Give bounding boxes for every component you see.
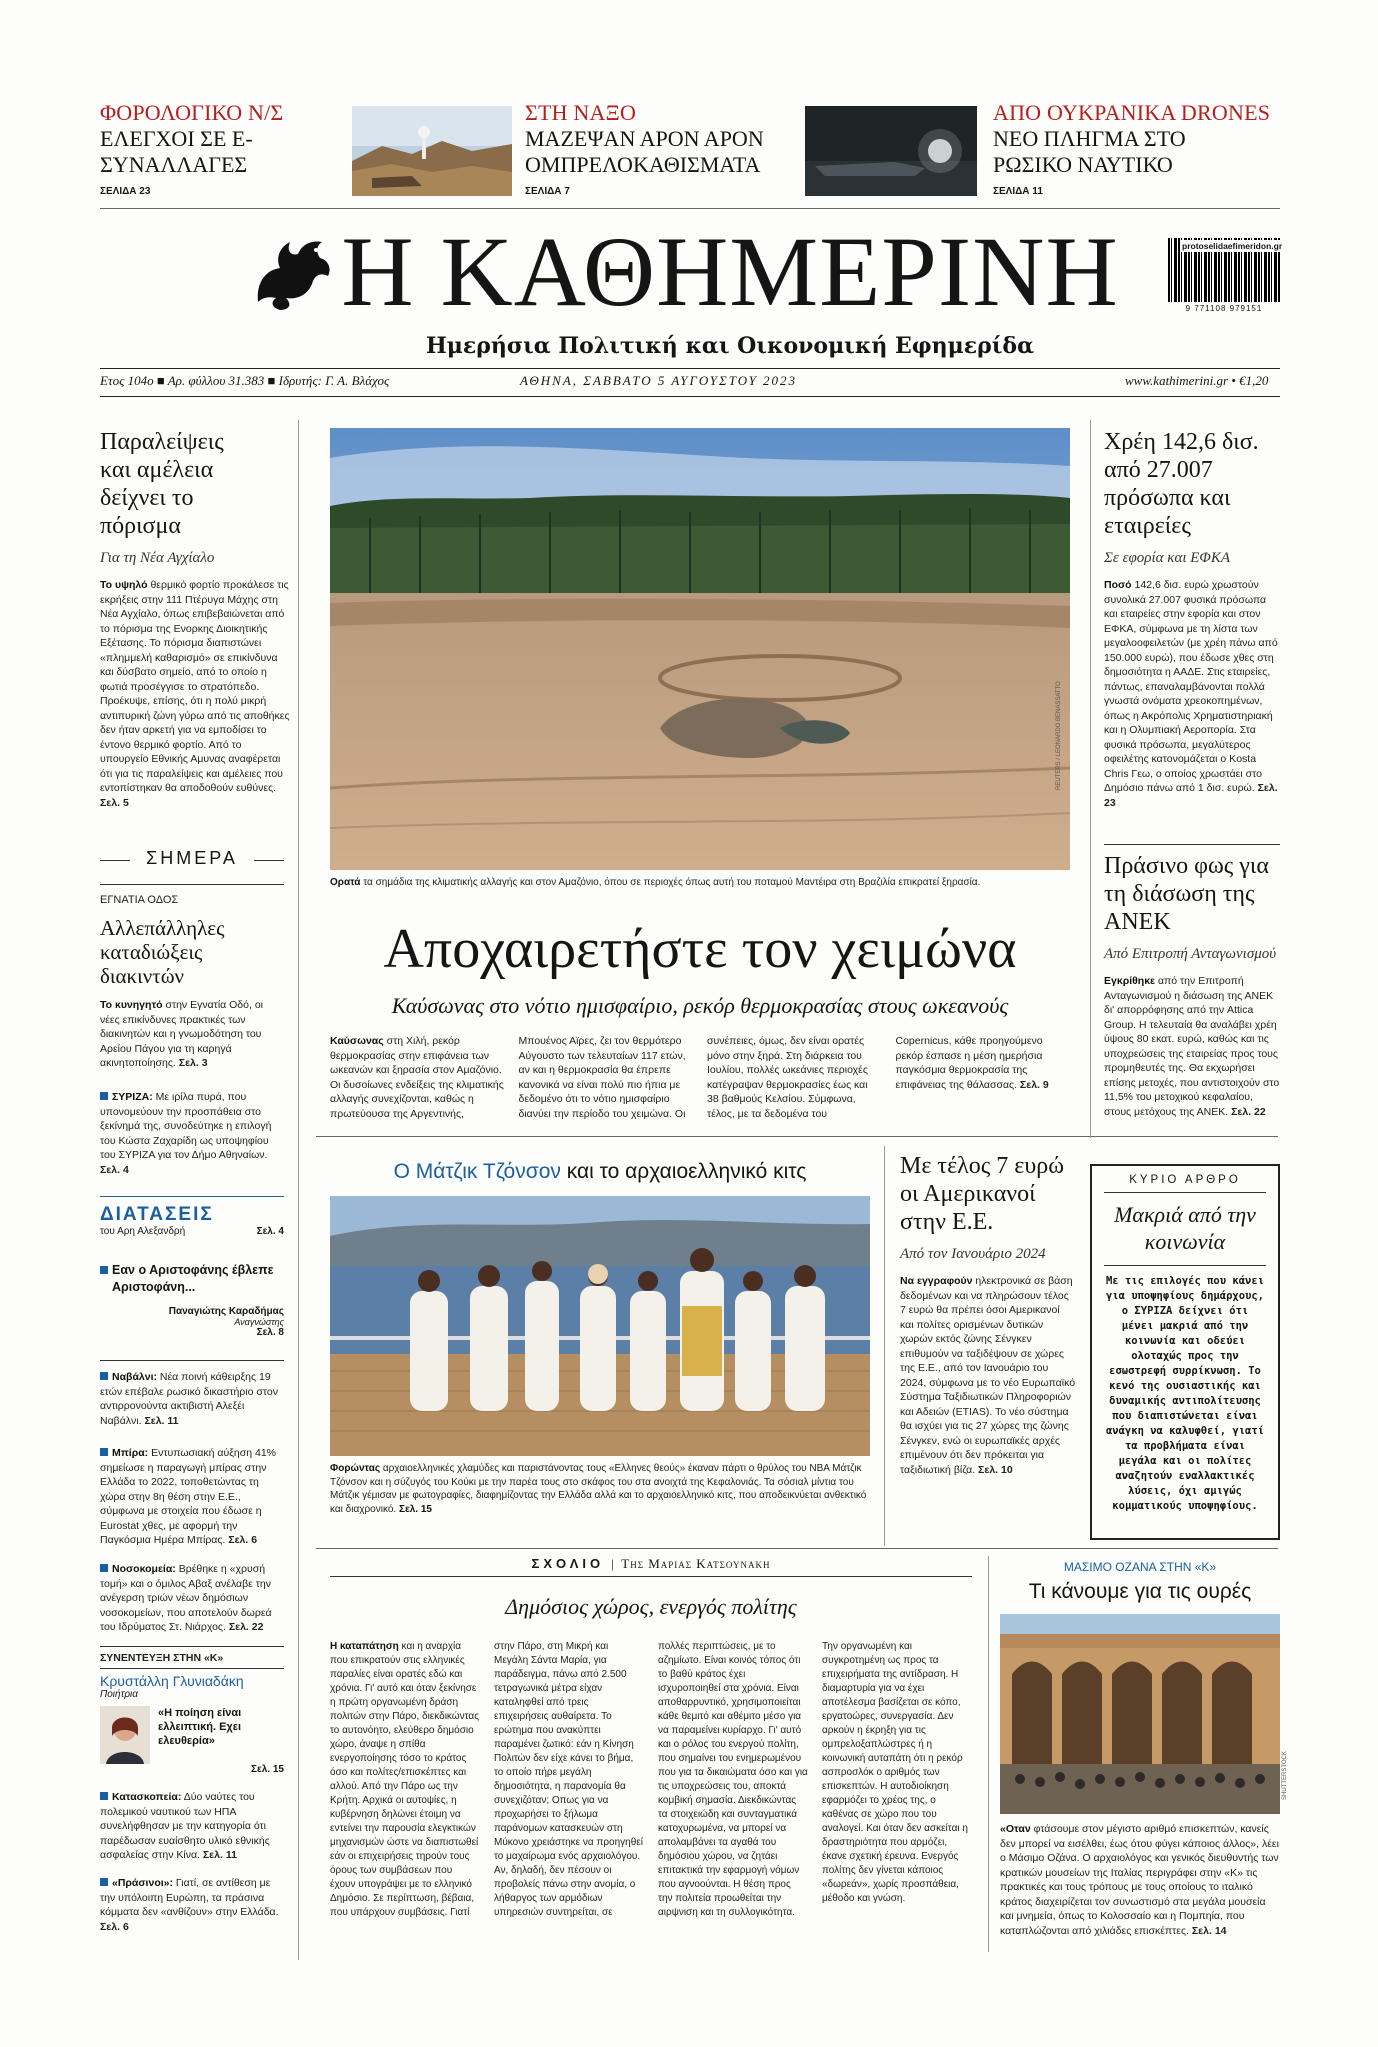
- teaser-kicker: ΦΟΡΟΛΟΓΙΚΟ Ν/Σ: [100, 100, 284, 125]
- teaser-kicker: ΑΠΟ ΟΥΚΡΑΝΙΚΑ DRONES: [993, 100, 1271, 125]
- masthead-subtitle: Ημερήσια Πολιτική και Οικονομική Εφημερίδα: [425, 333, 1034, 359]
- story-etias[interactable]: [900, 1152, 1076, 1477]
- interview-role: Ποιήτρια: [100, 1689, 138, 1700]
- story-anek[interactable]: [1104, 852, 1280, 1119]
- teaser-page: ΣΕΛΙΔΑ 23: [100, 186, 151, 197]
- divider: [100, 884, 284, 885]
- comment-label: ΣΧΟΛΙΟ: [531, 1556, 605, 1571]
- interview-quote: «Η ποίηση είναι ελλειπτική. Εχει ελευθερία»: [158, 1707, 242, 1747]
- bullet-icon: [100, 1266, 108, 1274]
- bullet-icon: [100, 1878, 108, 1886]
- teaser-page: ΣΕΛΙΔΑ 11: [993, 186, 1043, 197]
- divider: [100, 1668, 284, 1669]
- headline: Χρέη 142,6 δισ. από 27.007 πρόσωπα και εταιρείες: [1104, 429, 1259, 539]
- story-espionage[interactable]: Κατασκοπεία: Δύο ναύτες του πολεμικού ναυτικού των ΗΠΑ συνελήφθησαν με την κατηγορία ότι παρέδωσαν ευαίσθητο υλικό εθνικής ασφαλείας στην Κίνα. Σελ. 11: [100, 1791, 270, 1861]
- teaser-page: ΣΕΛΙΔΑ 7: [525, 186, 570, 197]
- page: Σελ. 15: [251, 1764, 284, 1775]
- bullet-icon: [100, 1792, 108, 1800]
- story-queues[interactable]: [1000, 1560, 1280, 1604]
- column-rule: [298, 420, 299, 1960]
- photo-credit: REUTERS / LEONARDO BENASSATTO: [1056, 681, 1062, 790]
- queues-body: «Οταν φτάσουμε στον μέγιστο αριθμό επισκεπτών, κανείς δεν μπορεί να εισέλθει, έως ότου φύγει κάποιος άλλος», λέει ο Μάσιμο Οζάνα. Ο αρχαιολόγος και γενικός διευθυντής των κρατικών μουσείων της Ιταλίας περιγράφει στην «Κ» τις πρακτικές και τους τρόπους με τους οποίους το ιταλικό κράτος διαχειρίζεται τον συνωστισμό στα μεγάλα μουσεία και μνημεία, όπως το Κολοσσαίο και η Πομπηία, που καταπλώζονται από χιλιάδες επισκέπτες. Σελ. 14: [1000, 1823, 1279, 1937]
- teaser-title: ΕΛΕΓΧΟΙ ΣΕ E-ΣΥΝΑΛΛΑΓΕΣ: [100, 126, 253, 177]
- headline: Αλλεπάλληλες καταδιώξεις διακιντών: [100, 916, 225, 988]
- mj-photo: [330, 1196, 870, 1456]
- mj-caption: Φορώντας αρχαιοελληνικές χλαμύδες και παριστάνοντας τους «Ελληνες θεούς» έκαναν πάρτι ο θρύλος του NBA Μάτζικ Τζόνσον και η σύζυγός του Κούκι με την παρέα τους στο σκάφος του στα ανοιχτά της Κεφαλονιάς. Τα σόσιαλ μίντια του Μάτζικ γέμισαν με φωτογραφίες, διαφημίζοντας την Ελλάδα αλλά και το αρχαιοελληνικό κιτς, που αποδεικνύεται ανθεκτικό και διαχρονικό. Σελ. 15: [330, 1463, 867, 1515]
- editorial-box[interactable]: [1090, 1164, 1280, 1540]
- drone-photo: [805, 106, 977, 196]
- kicker: ΜΑΣΙΜΟ ΟΖΑΝΑ ΣΤΗΝ «Κ»: [1063, 1560, 1217, 1574]
- naxos-photo: [352, 106, 512, 196]
- body: Το κυνηγητό στην Εγνατία Οδό, οι νέες επικίνδυνες πρακτικές των διακινητών και η γνωμοδότηση του Αρείου Πάγου για τη καρηγά ακινητοποίησης. Σελ. 3: [100, 999, 263, 1069]
- main-subheadline: Καύσωνας στο νότιο ημισφαίριο, ρεκόρ θερμοκρασίας στους ωκεανούς: [391, 993, 1009, 1018]
- interview-box[interactable]: [100, 1652, 284, 1775]
- headline: Παραλείψεις και αμέλεια δείχνει το πόρισμα: [100, 429, 224, 539]
- griffin-logo: [246, 232, 338, 312]
- today-section: [100, 848, 284, 874]
- divider: [100, 1196, 284, 1197]
- editorial-title: Μακριά από την κοινωνία: [1114, 1202, 1256, 1254]
- body: Να εγγραφούν ηλεκτρονικά σε βάση δεδομένων και να πληρώσουν τέλος 7 ευρώ θα πρέπει όσοι Αμερικανοί και πολίτες ορισμένων δυτικών χωρών εκτός ζώνης Σένγκεν επιθυμούν να ταξιδέψουν σε χώρες της Ε.Ε., από τον Ιανουάριο του 2024, σύμφωνα με το νέο Ευρωπαϊκό Σύστημα Ταξιδιωτικών Πληροφοριών και Αδειών (ETIAS). Το νέο σύστημα θα ισχύει για τις 27 χώρες της ζώνης Σένγκεν, ενώ οι ευρωπαϊκές αρχές επιμένουν ότι δεν πρόκειται για ταξιδιωτική βίζα. Σελ. 10: [900, 1275, 1076, 1476]
- avatar: [100, 1706, 150, 1764]
- barcode-site: protoselidaefimeridon.gr: [1182, 241, 1283, 251]
- diatasis-author: του Αρη Αλεξανδρή: [100, 1226, 186, 1237]
- masthead-rule-bottom: [100, 396, 1280, 397]
- bullet-icon: [100, 1564, 108, 1572]
- column-rule: [1090, 420, 1091, 1138]
- story-syriza[interactable]: ΣΥΡΙΖΑ: Με ιρίλα πυρά, που υπονομεύουν την προσπάθεια στο ξεκίνημά της, συνοδεύτηκε η επιλογή του Κώστα Ζαχαρίδη ως υποψηφίου του ΣΥΡΙΖΑ για τον Δήμο Αθηναίων. Σελ. 4: [100, 1091, 272, 1176]
- subheadline: Από τον Ιανουάριο 2024: [900, 1246, 1046, 1262]
- divider: [1104, 844, 1280, 845]
- bullet-icon: [100, 1448, 108, 1456]
- subheadline: Για τη Νέα Αγχίαλο: [100, 550, 215, 566]
- body: Ποσό 142,6 δισ. ευρώ χρωστούν συνολικά 27.007 φυσικά πρόσωπα και εταιρείες στην εφορία και στον ΕΦΚΑ, σύμφωνα με τη λίστα των μεγαλοοφειλετών (με χρέη πάνω από 150.000 ευρώ), που έδωσε χθες στη δημοσιότητα η ΑΑΔΕ. Στις εταιρείες, πάντως, επαναλαμβάνονται πολλά γνωστά ονόματα χρεοκοπημένων, όπως η Ακρόπολις Χρηματιστηριακή και η Ολυμπιακή Αεροπορία. Στα φυσικά πρόσωπα, μεγαλύτερος οφειλέτης κατονομάζεται ο Kosta Chris Γεω, ο οποίος χρωστάει στο Δημόσιο πάνω από 1 δισ. ευρώ. Σελ. 23: [1104, 579, 1278, 809]
- main-headline: Αποχαιρετήστε τον χειμώνα: [383, 918, 1017, 980]
- divider: [316, 1548, 1278, 1549]
- issue-info: Ετος 104ο ■ Αρ. φύλλου 31.383 ■ Ιδρυτής: Γ. Α. Βλάχος: [100, 373, 390, 388]
- body: Το υψηλό θερμικό φορτίο προκάλεσε τις εκρήξεις στην 111 Πτέρυγα Μάχης στη Νέα Αγχίαλο, όπως επιβεβαιώνεται από το πόρισμα της Ενορκης Διοικητικής Εξέτασης. Το πόρισμα διαπιστώνει «πλημμελή καθαρισμό» σε επικίνδυνα και δύσβατο σημείο, από το οποίο η φωτιά προσέγγισε το στρατόπεδο. Προέκυψε, επίσης, ότι η πολύ μικρή αντιπυρική ζώνη γύρω από τις αποθήκες δεν ήταν αρκετή για να εμποδίσει το έντονο θερμικό φορτίο. Από το υπουργείο Εθνικής Αμυνας αναφέρεται ότι για τις παραλείψεις και αμέλειες που εντοπίστηκαν θα αποδοθούν ευθύνες. Σελ. 5: [100, 579, 290, 809]
- kicker: ΣΥΝΕΝΤΕΥΞΗ ΣΤΗΝ «Κ»: [100, 1652, 224, 1664]
- divider: [100, 1360, 284, 1361]
- column-rule: [988, 1556, 989, 1952]
- story-aristofanis[interactable]: [100, 1262, 284, 1338]
- headline: Πράσινο φως για τη διάσωση της ΑΝΕΚ: [1104, 853, 1269, 935]
- amazon-caption: Ορατά τα σημάδια της κλιματικής αλλαγής και στον Αμαζόνιο, όπου σε περιοχές όπως αυτή του ποταμού Μαντέιρα στη Βραζιλία επικρατεί ξηρασία.: [330, 877, 981, 888]
- divider: [1104, 1265, 1266, 1266]
- editorial-label: ΚΥΡΙΟ ΑΡΘΡΟ: [1129, 1174, 1241, 1186]
- teaser-drones[interactable]: [993, 100, 1273, 197]
- diatasis-title: ΔΙΑΤΑΣΕΙΣ: [100, 1204, 214, 1225]
- teaser-naxos[interactable]: [525, 100, 765, 197]
- diatasis-page: Σελ. 4: [256, 1226, 284, 1237]
- masthead-title: Η ΚΑΘΗΜΕΡΙΝΗ: [341, 216, 1119, 327]
- story-navalny[interactable]: Ναβάλνι: Νέα ποινή κάθειρξης 19 ετών επέβαλε ρωσικό δικαστήριο στον αντιρρονούντα ακτιβιστή Αλεξέι Ναβάλνι. Σελ. 11: [100, 1371, 278, 1427]
- main-body: Καύσωνας στη Χιλή, ρεκόρ θερμοκρασίας στην επιφάνεια των ωκεανών και ξηρασία στον Αμαζόνιο. Οι δυσοίωνες ενδείξεις της κλιματικής αλλαγής συνεχίζονται, καθώς η πρωτεύουσα της Αργεντινής, Μπουένος Αϊρες, ζει τον θερμότερο Αύγουστο των τελευταίων 117 ετών, αν και η θερμοκρασία θα έπρεπε κανονικά να είναι πολύ πιο ήπια με δεδομένο ότι το νότιο ημισφαίριο διανύει την περίοδο του χειμώνα. Οι συνέπειες, όμως, δεν είναι ορατές μόνο στην ξηρά. Στη διάρκεια του Ιουλίου, πολλές ωκεάνιες περιοχές κατέγραψαν θερμοκρασίες έως και 38 βαθμούς Κελσίου. Σύμφωνα, τέλος, με τα δεδομένα του Copernicus, κάθε προηγούμενο ρεκόρ έσπασε η μέση ημερήσια παγκόσμια θερμοκρασία της επιφάνειας της θάλασσας. Σελ. 9: [330, 1035, 1049, 1120]
- photo-credit: SHUTTERSTOCK: [1282, 1751, 1288, 1800]
- bullet-icon: [100, 1372, 108, 1380]
- bullet-icon: [100, 1092, 108, 1100]
- diatasis-column[interactable]: [100, 1204, 284, 1237]
- headline: Με τέλος 7 ευρώ οι Αμερικανοί στην Ε.Ε.: [900, 1153, 1065, 1235]
- story-greens[interactable]: «Πράσινοι»: Γιατί, σε αντίθεση με την υπόλοιπη Ευρώπη, τα πράσινα κόμματα δεν «ανθίζουν» στην Ελλάδα. Σελ. 6: [100, 1877, 279, 1933]
- comment-header: ΣΧΟΛΙΟ | Της Μαριας Κατσουνακη: [531, 1556, 771, 1571]
- story-hospitals[interactable]: Νοσοκομεία: Βρέθηκε η «χρυσή τομή» και ο όμιλος Αβαξ ανέλαβε την ανέγερση τριών νέων δημόσιων νοσοκομείων, που αποτελούν δωρεά του Ιδρύματος Στ. Νιάρχος. Σελ. 22: [100, 1563, 272, 1633]
- teaser-title: ΝΕΟ ΠΛΗΓΜΑ ΣΤΟ ΡΩΣΙΚΟ ΝΑΥΤΙΚΟ: [993, 126, 1186, 177]
- story-debts[interactable]: [1104, 428, 1280, 810]
- kicker: ΕΓΝΑΤΙΑ ΟΔΟΣ: [100, 894, 179, 906]
- top-divider: [100, 208, 1280, 209]
- comment-author: Της Μαριας Κατσουνακη: [621, 1556, 771, 1571]
- amazon-photo: [330, 428, 1070, 870]
- divider: [316, 1136, 1278, 1137]
- divider: [100, 1646, 284, 1647]
- divider: [1104, 1192, 1266, 1193]
- editorial-body: Με τις επιλογές που κάνει για υποψηφίους δημάρχους, ο ΣΥΡΙΖΑ δείχνει ότι μένει μακριά από την κοινωνία και οδεύει ολοταχώς προς την εσωστρεφή συρρίκνωση. Το κενό της ουσιαστικής και δυναμικής αντιπολίτευσης που διαπιστώνεται είναι ανάγκη να καλυφθεί, γιατί τα προβλήματα είναι μεγάλα και οι πολίτες αναζητούν εναλλακτικές λύσεις, όχι αμιγώς κομματικούς υποψηφίους.: [1105, 1275, 1265, 1512]
- page: Σελ. 8: [256, 1327, 284, 1338]
- mj-headline: Ο Μάτζικ Τζόνσον και το αρχαιοελληνικό κιτς: [393, 1160, 807, 1183]
- barcode-number: 9 771108 979151: [1185, 304, 1263, 313]
- today-label: ΣΗΜΕΡΑ: [146, 848, 238, 868]
- interview-name: Κρυστάλλη Γλυνιαδάκη: [100, 1673, 244, 1689]
- issue-date: ΑΘΗΝΑ, ΣΑΒΒΑΤΟ 5 ΑΥΓΟΥΣΤΟΥ 2023: [520, 373, 798, 388]
- teaser-tax[interactable]: [100, 100, 360, 197]
- headline: Τι κάνουμε για τις ουρές: [1028, 1580, 1252, 1603]
- site-price: www.kathimerini.gr • €1,20: [1125, 373, 1269, 388]
- author: Παναγιώτης Καραδήμας: [168, 1306, 284, 1317]
- teaser-title: ΜΑΖΕΨΑΝ ΑΡΟΝ ΑΡΟΝ ΟΜΠΡΕΛΟΚΑΘΙΣΜΑΤΑ: [525, 126, 764, 177]
- masthead-rule-top: [100, 368, 1280, 369]
- teaser-kicker: ΣΤΗ ΝΑΞΟ: [525, 100, 637, 125]
- story-egnatia[interactable]: [100, 894, 284, 1071]
- column-rule: [884, 1146, 885, 1546]
- story-beer[interactable]: Μπίρα: Εντυπωσιακή αύξηση 41% σημείωσε η παραγωγή μπίρας στην Ελλάδα το 2022, τοποθετώντας τη χώρα στην 8η θέση στην Ε.Ε., σύμφωνα με στοιχεία που έδωσε η Eurostat χθες, με αφορμή την Παγκόσμια Ημέρα Μπίρας. Σελ. 6: [100, 1447, 277, 1546]
- subheadline: Από Επιτροπή Ανταγωνισμού: [1104, 946, 1277, 962]
- comment-title: Δημόσιος χώρος, ενεργός πολίτης: [505, 1594, 797, 1619]
- colosseum-photo: [1000, 1614, 1280, 1814]
- body: Εγκρίθηκε από την Επιτροπή Ανταγωνισμού η διάσωση της ΑΝΕΚ δι' απορρόφησης από την Attica Group. Η τελευταία θα αναλάβει χρέη ύψους 80 εκατ. ευρώ, καθώς και τις υποχρεώσεις της εταιρείας προς τους προμηθευτές της. Θα εκχωρήσει επίσης μετοχές, που αντιστοιχούν στο 11,5% του μετοχικού κεφαλαίου, στους μετόχους της ΑΝΕΚ. Σελ. 22: [1104, 975, 1280, 1118]
- subheadline: Σε εφορία και ΕΦΚΑ: [1104, 550, 1231, 566]
- divider: [330, 1576, 972, 1577]
- title: Εαν ο Αριστοφάνης έβλεπε Αριστοφάνη...: [112, 1263, 274, 1294]
- comment-body: Η καταπάτηση και η αναρχία που επικρατούν στις ελληνικές παραλίες είναι ορατές εδώ και χρόνια. Γι' αυτό και όταν ξεκίνησε η πρώτη οργανωμένη δράση πολιτών στην Πάρο, διεκδικώντας το αυτονόητο, ελεύθερο δημόσιο χώρο, άναψε η σπίθα ενεργοποίησης τόσο το κράτος όσο και πολίτες/επισκέπτες και αλλού. Από την Πάρο ως την Κρήτη. Αρχικά οι αυτοψίες, η κυβέρνηση δηλώνει έτοιμη να εντείνει την παρουσία ελεγκτικών μηχανισμών ώστε να διαπιστωθεί εάν οι επιχειρήσεις τηρούν τους όρους των συμβάσεων που έχουν υπογράψει με το ελληνικό Δημόσιο. Σε περίπτωση, βέβαια, που υπάρχουν συμβάσεις. Γιατί στην Πάρο, στη Μικρή και Μεγάλη Σάντα Μαρία, για παράδειγμα, πάνω από 2.500 τετραγωνικά μέτρα είχαν καταληφθεί από τρεις επιχειρήσεις αυθαίρετα. Το ερώτημα που ανακύπτει παραμένει ζωτικό: εάν η Κίνηση Πολιτών δεν είχε κάνει τo βήμα, το οποίο πήρε μεγάλη δημοσιότητα, η παρανομία θα συνεχιζόταν; Οπως για να προχωρήσει το ξήλωμα παράνομων κατασκευών στη Μύκονο χρειάστηκε να προηγηθεί το μαχαίρωμα ενός αρχαιολόγου. Αν, δηλαδή, δεν πέσουν οι προβολείς πάνω στην ανομία, ο λήθαργος των αρμόδιων υπηρεσιών συντηρείται, σε πολλές περιπτώσεις, με το αζημίωτο. Είναι κοινός τόπος ότι το βαθύ κράτος έχει ισχυροποιηθεί στα χρόνια. Είναι αποθαρρυντικό, χρησιμοποιείται κάθε θεμιτό και αθέμιτο μέσο για να παραμείνει κυρίαρχο. Γι' αυτό και ο ρόλος του ενεργού πολίτη, που σημαίνει του ενημερωμένου που για τα δικαιώματα όσο και για τις υποχρεώσεις του, αποκτά κομβική σημασία. Διεκδικώντας τα στοιχειώδη και συνταγματικά κατοχυρωμένα, να μπορεί να απολαμβάνει τα αγαθά του δημόσιου χώρου, να ζητάει επιτακτικά την εφαρμογή νόμων που αγνοούνται. Η θέση προς την πολιτεία προωθείται την αιρψνιση και τη συλλογικότητα. Την οργανωμένη και συγκροτημένη ως προς τα επιχειρήματα της αντίδραση. Η διαμαρτυρία για να έχει αποτέλεσμα βασίζεται σε κόπο, εργατοώρες, συνεργασία. Δεν αρκούν η έκρηξη για τις ομπρελοξαπλώστρες ή η κοινωνική αυταπάτη ότι η ρεκόρ ασπροσλόκ ο αριθμός των επισκεπτών. Η αυτοδιοίκηση εφαρμόζει το χρέος της, ο καθένας σε χώρο που του αναλογεί. Και όταν δεν ασκείται η δραστηριότητα που αρμόζει, έκανε σχετική έρευνα. Ενεργός πολίτης δεν γίνεται κάποιος «δωρεάν», χωρίς προσπάθεια, μέθοδο και γνώση.: [330, 1641, 968, 1918]
- role: Αναγνώστης: [234, 1317, 284, 1327]
- story-anchialos[interactable]: [100, 428, 290, 810]
